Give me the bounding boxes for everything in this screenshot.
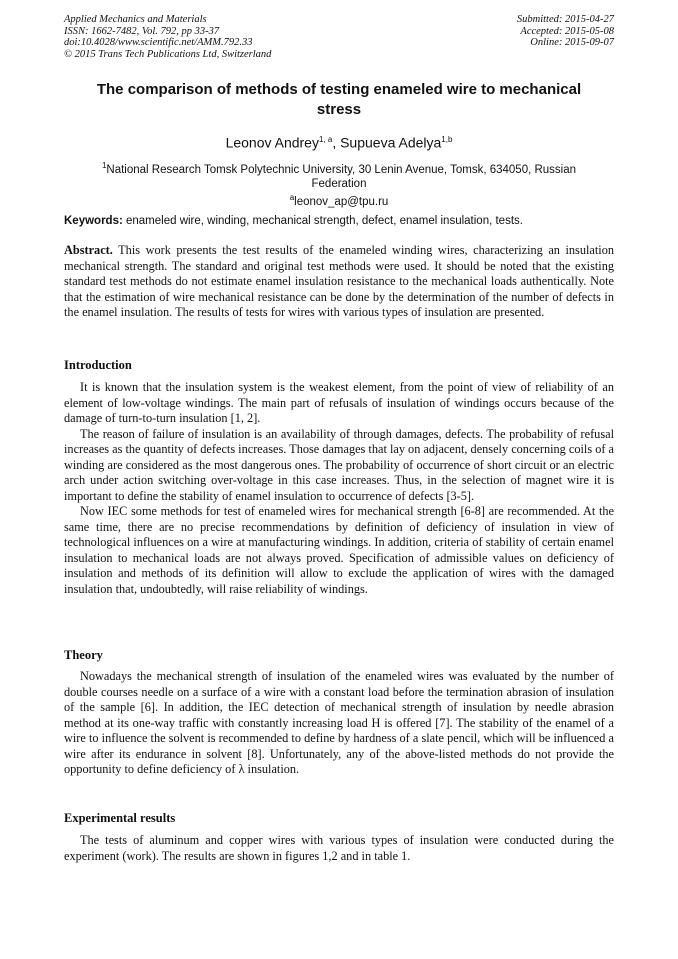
affiliation bbox=[64, 159, 614, 209]
abstract bbox=[64, 243, 614, 321]
affiliation-line bbox=[64, 159, 614, 177]
paragraph: Nowadays the mechanical strength of insulation of the enameled wires was evaluated by the number of double courses needle on a surface of a wire with a constant load before the termination abrasion of insulation of the sample [6]. In addition, the IEC detection of mechanical strength of insulation by needle abrasion method at its one-way traffic with constantly increasing load H is offered [7]. The stability of the enamel of a wire to influence the solvent is recommended to define by hardness of a slate pencil, which will be influenced a wire after its endurance in solvent [8]. Unfortunately, any of the above-listed methods do not provide the opportunity to define deficiency of λ insulation. bbox=[64, 669, 614, 776]
author-name: Supueva Adelya bbox=[340, 134, 442, 151]
publication-dates bbox=[517, 14, 614, 49]
keywords-label: Keywords: bbox=[64, 215, 123, 227]
section-heading-experimental-results: Experimental results bbox=[64, 811, 176, 825]
experimental-body bbox=[64, 833, 614, 864]
online-date: Online: 2015-09-07 bbox=[530, 37, 614, 48]
journal-issn: ISSN: 1662-7482, Vol. 792, pp 33-37 bbox=[64, 25, 220, 37]
email-address: leonov_ap@tpu.ru bbox=[294, 195, 389, 208]
accepted-date: Accepted: 2015-05-08 bbox=[520, 25, 614, 37]
author-name: Leonov Andrey bbox=[225, 134, 319, 151]
journal-doi: doi:10.4028/www.scientific.net/AMM.792.33 bbox=[64, 37, 253, 48]
journal-info bbox=[64, 14, 271, 60]
paper-title bbox=[64, 80, 614, 120]
abstract-label: Abstract. bbox=[64, 243, 113, 257]
author-separator: , bbox=[332, 134, 341, 151]
author-marker: 1, a bbox=[318, 135, 333, 144]
submitted-date: Submitted: 2015-04-27 bbox=[516, 14, 614, 25]
section-heading-introduction: Introduction bbox=[64, 358, 132, 372]
paragraph: The tests of aluminum and copper wires with various types of insulation were conducted during the experiment (work). The results are shown in figures 1,2 and in table 1. bbox=[64, 833, 614, 863]
email-marker: a bbox=[289, 192, 295, 202]
keywords-text: enameled wire, winding, mechanical strength, defect, enamel insulation, tests. bbox=[122, 215, 523, 227]
email-line bbox=[64, 191, 614, 209]
paragraph: The reason of failure of insulation is an availability of through damages, defects. The probability of refusal increases as the quantity of defects increases. Those damages that lay on adjacent, densely concerning coils of a winding are considered as the most dangerous ones. The probability of occurrence of short circuit or an electric arch under action switching over-voltage in this case increases. Thus, in the selection of magnet wire it is important to define the stability of enamel insulation to occurrence of defects [3-5]. bbox=[64, 426, 614, 503]
keywords bbox=[64, 214, 614, 228]
journal-copyright: © 2015 Trans Tech Publications Ltd, Switzerland bbox=[64, 48, 272, 60]
paper-title-line2: stress bbox=[316, 101, 362, 118]
theory-body bbox=[64, 669, 614, 778]
affiliation-text: National Research Tomsk Polytechnic University, 30 Lenin Avenue, Tomsk, 634050, Russian bbox=[106, 163, 577, 176]
introduction-body bbox=[64, 380, 614, 597]
paper-title-line1: The comparison of methods of testing enameled wire to mechanical bbox=[96, 81, 582, 98]
author-list bbox=[64, 131, 614, 152]
author-marker: 1,b bbox=[441, 135, 453, 144]
affiliation-country: Federation bbox=[311, 177, 367, 190]
affiliation-marker: 1 bbox=[101, 161, 107, 170]
section-heading-theory: Theory bbox=[64, 648, 103, 662]
paragraph: Now IEC some methods for test of enameled wires for mechanical strength [6-8] are recommended. At the same time, there are no precise recommendations by definition of deficiency of insulation in view of technological influences on a wire at manufacturing windings. In addition, criteria of stability of certain enamel insulation to mechanical loads are not always proved. Specification of admissible values on deficiency of insulation and methods of its definition will allow to exclude the application of wires with the damaged insulation that, undoubtedly, will raise reliability of windings. bbox=[64, 504, 614, 596]
paragraph: It is known that the insulation system is the weakest element, from the point of view of reliability of an element of low-voltage windings. The main part of refusals of insulation of windings occurs because of the damage of turn-to-turn insulation [1, 2]. bbox=[64, 380, 614, 425]
abstract-text: This work presents the test results of the enameled winding wires, characterizing an insulation mechanical strength. The standard and original test methods were used. It should be noted that the existing standard test methods do not estimate enamel insulation resistance to the mechanical loads authentically. Note that the estimation of wire mechanical resistance can be done by the determination of the number of defects in the enamel insulation. The results of tests for wires with various types of insulation are presented. bbox=[64, 243, 614, 319]
journal-name: Applied Mechanics and Materials bbox=[64, 14, 207, 25]
